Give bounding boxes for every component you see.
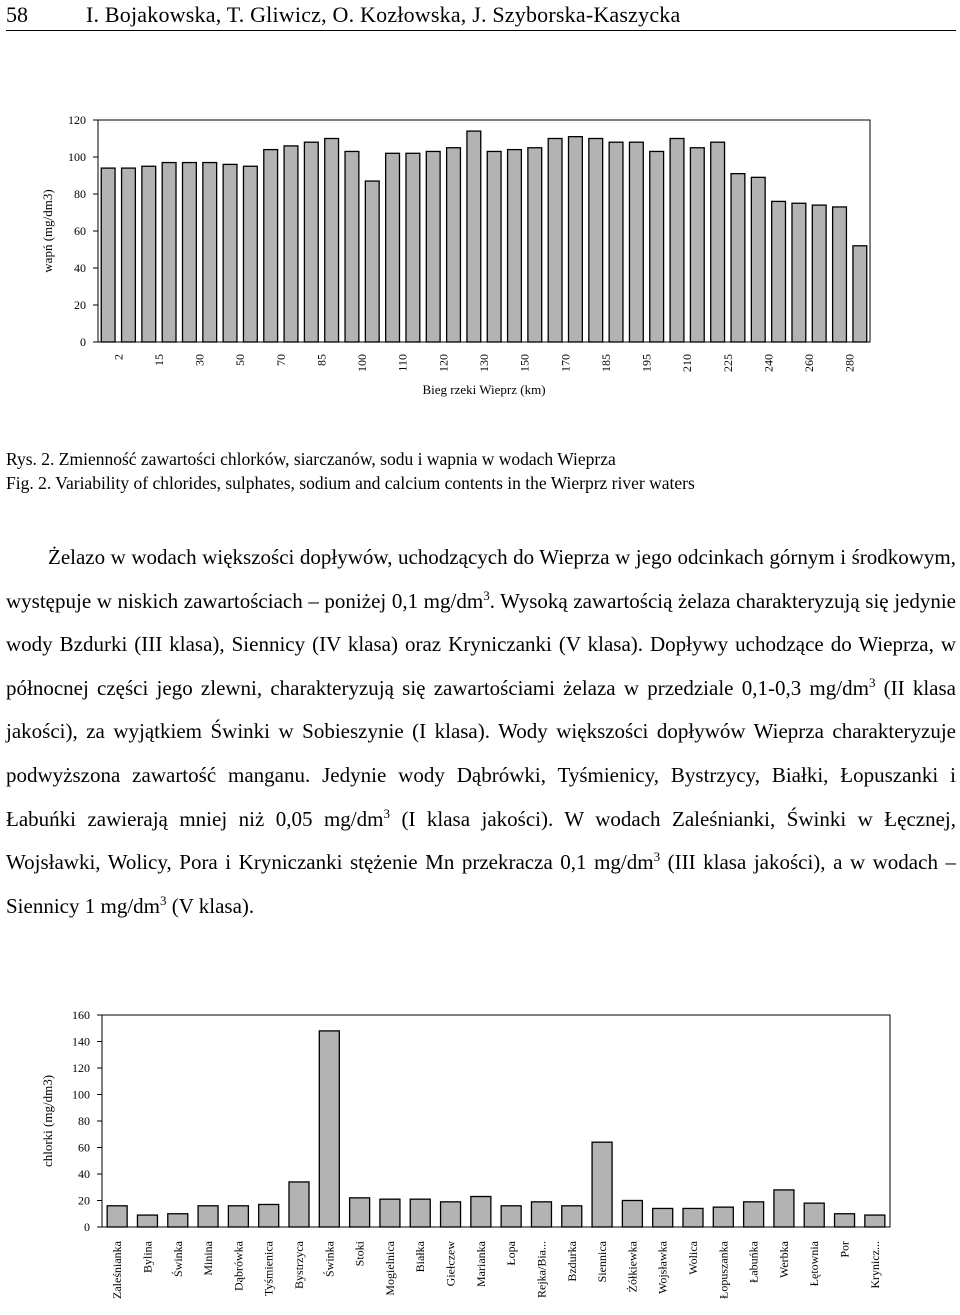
- superscript-1: 3: [483, 587, 490, 603]
- x-tick-label: Wolica: [686, 1241, 700, 1275]
- bar: [203, 163, 217, 342]
- x-tick-label: Żółkiewka: [625, 1241, 640, 1293]
- x-tick-label: 260: [802, 354, 817, 372]
- x-tick-label: Łopuszanka: [716, 1241, 731, 1299]
- x-tick-label: Wojsławka: [655, 1241, 670, 1295]
- x-tick-label: 210: [680, 354, 695, 372]
- bar: [487, 151, 501, 342]
- paragraph-text-4: (I klasa jakości). W wodach Zaleśnianki, Świnki w Łęcznej, Wojsławki, Wolicy, Pora i Kryniczanki stężenie Mn przekracza 0,1 mg/dm: [6, 806, 956, 875]
- x-tick-label: 100: [355, 354, 370, 372]
- x-tick-label: 225: [720, 354, 735, 372]
- x-tick-label: Zaleśnianka: [110, 1241, 125, 1299]
- x-axis-label: Bieg rzeki Wieprz (km): [422, 382, 546, 397]
- y-tick-label: 60: [74, 224, 86, 238]
- superscript-5: 3: [160, 892, 167, 908]
- bar: [865, 1215, 885, 1227]
- x-tick-label: 2: [111, 354, 126, 360]
- bar: [406, 153, 420, 342]
- page-header: [6, 0, 956, 34]
- bar: [508, 150, 522, 342]
- x-tick-label: Stoki: [352, 1241, 367, 1267]
- x-tick-label: Białka: [413, 1241, 428, 1273]
- y-tick-label: 60: [78, 1140, 90, 1155]
- x-tick-label: Krynicz...: [867, 1241, 882, 1289]
- x-tick-label: Łabuńka: [746, 1241, 761, 1283]
- bar: [447, 148, 461, 342]
- page-number: 58: [6, 2, 28, 27]
- y-tick-label: 40: [74, 261, 86, 275]
- x-tick-label: Mogielnica: [382, 1241, 397, 1296]
- y-tick-label: 80: [78, 1114, 90, 1128]
- bar: [365, 181, 379, 342]
- bar: [653, 1208, 673, 1227]
- x-tick-label: Siennica: [595, 1241, 610, 1283]
- y-tick-label: 100: [72, 1087, 90, 1102]
- y-tick-label: 80: [74, 187, 86, 201]
- bar: [198, 1206, 218, 1227]
- figure-caption-pl: Rys. 2. Zmienność zawartości chlorków, siarczanów, sodu i wapnia w wodach Wieprza: [6, 449, 616, 469]
- y-tick-label: 0: [84, 1220, 90, 1234]
- x-tick-label: 150: [517, 354, 532, 372]
- superscript-3: 3: [383, 805, 390, 821]
- superscript-2: 3: [868, 674, 876, 690]
- bar: [592, 1142, 612, 1227]
- y-tick-label: 0: [80, 335, 86, 349]
- bar: [683, 1208, 703, 1227]
- y-axis-label: chlorki (mg/dm3): [40, 1074, 55, 1168]
- x-tick-label: Minina: [201, 1241, 216, 1276]
- bar: [319, 1031, 339, 1227]
- x-tick-label: 30: [192, 354, 207, 366]
- bar: [812, 205, 826, 342]
- bar: [426, 151, 440, 342]
- bar: [569, 137, 583, 342]
- y-tick-label: 20: [74, 298, 86, 312]
- bar: [223, 164, 237, 342]
- bar: [101, 168, 115, 342]
- bar: [833, 207, 847, 342]
- paragraph-text-1: Żelazo w wodach większości dopływów, uchodzących do Wieprza w jego odcinkach górnym i środkowym, występuje w niskich zawartościach – poniżej 0,1 mg/dm: [6, 545, 956, 613]
- bar: [744, 1202, 764, 1227]
- bar: [528, 148, 542, 342]
- x-tick-label: Bylina: [140, 1241, 155, 1273]
- bar: [137, 1215, 157, 1227]
- bar: [168, 1214, 188, 1227]
- bar: [264, 150, 278, 342]
- x-tick-label: 85: [314, 354, 329, 366]
- bar: [792, 203, 806, 342]
- bar: [690, 148, 704, 342]
- bar: [380, 1199, 400, 1227]
- x-tick-label: 185: [598, 354, 613, 372]
- bar: [142, 166, 156, 342]
- bar: [183, 163, 197, 342]
- x-tick-label: 50: [233, 354, 248, 366]
- bar: [609, 142, 623, 342]
- bar: [386, 153, 400, 342]
- x-tick-label: Por: [837, 1241, 852, 1258]
- bar: [853, 246, 867, 342]
- x-tick-label: Bzdurka: [564, 1241, 579, 1282]
- bar: [228, 1206, 248, 1227]
- x-tick-label: Łopa: [504, 1241, 519, 1266]
- bar: [548, 139, 562, 343]
- x-tick-label: 130: [477, 354, 491, 372]
- bar: [531, 1202, 551, 1227]
- bar: [562, 1206, 582, 1227]
- bar: [629, 142, 643, 342]
- x-tick-label: 240: [761, 354, 776, 372]
- bar: [774, 1190, 794, 1227]
- bar: [713, 1207, 733, 1227]
- bar: [731, 174, 745, 342]
- x-tick-label: Tyśmienica: [261, 1241, 276, 1297]
- x-tick-label: 195: [639, 354, 654, 372]
- paragraph-text-3: (II klasa jakości), za wyjątkiem Świnki w Sobieszynie (I klasa). Wody większości dopływów Wieprza charakteryzuje podwyższona zawartość manganu. Jedynie wody Dąbrówki, Tyśmienicy, Bystrzycy, Białki, Łopuszanki i Łabuńki zawierają mniej niż 0,05 mg/dm: [6, 675, 957, 831]
- x-tick-label: 120: [436, 354, 451, 372]
- bar: [670, 139, 684, 343]
- bar: [345, 151, 359, 342]
- x-tick-label: 170: [558, 354, 573, 372]
- bar: [107, 1206, 127, 1227]
- paragraph-text-2: . Wysoką zawartością żelaza charakteryzują się jedynie wody Bzdurki (III klasa), Siennicy (IV klasa) oraz Kryniczanki (V klasa). Dopływy uchodzące do Wieprza, w północnej części jego zlewni, charakteryzują się zawartościami żelaza w przedziale 0,1-0,3 mg/dm: [6, 588, 957, 700]
- y-tick-label: 20: [78, 1193, 90, 1208]
- x-tick-label: Świnka: [322, 1241, 337, 1277]
- bar: [467, 131, 481, 342]
- bar: [122, 168, 136, 342]
- x-tick-label: 70: [273, 354, 288, 366]
- x-tick-label: Dąbrówka: [231, 1241, 246, 1291]
- bar: [650, 151, 664, 342]
- y-tick-label: 140: [72, 1034, 90, 1049]
- y-tick-label: 40: [78, 1167, 90, 1181]
- x-tick-label: Giełczew: [443, 1241, 458, 1287]
- bar: [622, 1201, 642, 1228]
- x-tick-label: Rejka/Bia...: [534, 1241, 549, 1298]
- bar: [751, 177, 765, 342]
- bar: [410, 1199, 430, 1227]
- figure-caption-en: Fig. 2. Variability of chlorides, sulphates, sodium and calcium contents in the Wierprz river waters: [6, 473, 695, 493]
- bar: [471, 1197, 491, 1227]
- y-tick-label: 120: [72, 1061, 90, 1075]
- x-tick-label: Werbka: [776, 1241, 791, 1279]
- x-tick-label: Bystrzyca: [292, 1241, 306, 1289]
- y-tick-label: 160: [72, 1008, 90, 1022]
- paragraph-text-5: (III klasa jakości), a w wodach – Siennicy 1 mg/dm: [6, 850, 956, 918]
- bar: [711, 142, 725, 342]
- x-tick-label: Świnka: [170, 1241, 185, 1277]
- bar: [284, 146, 298, 342]
- x-tick-label: 15: [151, 354, 166, 366]
- y-tick-label: 100: [68, 150, 86, 164]
- bar: [589, 139, 603, 343]
- header-rule: [6, 30, 956, 31]
- bar: [501, 1206, 521, 1227]
- y-axis-label: wapń (mg/dm3): [40, 189, 55, 273]
- superscript-4: 3: [653, 849, 661, 865]
- bar: [162, 163, 176, 342]
- bar: [259, 1204, 279, 1227]
- x-tick-label: 280: [842, 354, 857, 372]
- x-tick-label: Marianka: [473, 1241, 488, 1287]
- bar: [350, 1198, 370, 1227]
- bar: [804, 1203, 824, 1227]
- running-head-authors: I. Bojakowska, T. Gliwicz, O. Kozłowska, J. Szyborska-Kaszycka: [86, 2, 681, 27]
- body-paragraph: [6, 536, 956, 928]
- y-tick-label: 120: [68, 113, 86, 127]
- bar: [304, 142, 318, 342]
- x-tick-label: 110: [395, 354, 410, 372]
- bar: [772, 201, 786, 342]
- plot-frame: [102, 1015, 890, 1227]
- bar: [289, 1182, 309, 1227]
- bar: [835, 1214, 855, 1227]
- bar: [243, 166, 257, 342]
- chloride-bar-chart: [0, 1000, 960, 1315]
- paragraph-text-6: (V klasa).: [166, 893, 255, 918]
- bar: [441, 1202, 461, 1227]
- x-tick-label: Łętownia: [807, 1241, 822, 1287]
- bar: [325, 139, 339, 343]
